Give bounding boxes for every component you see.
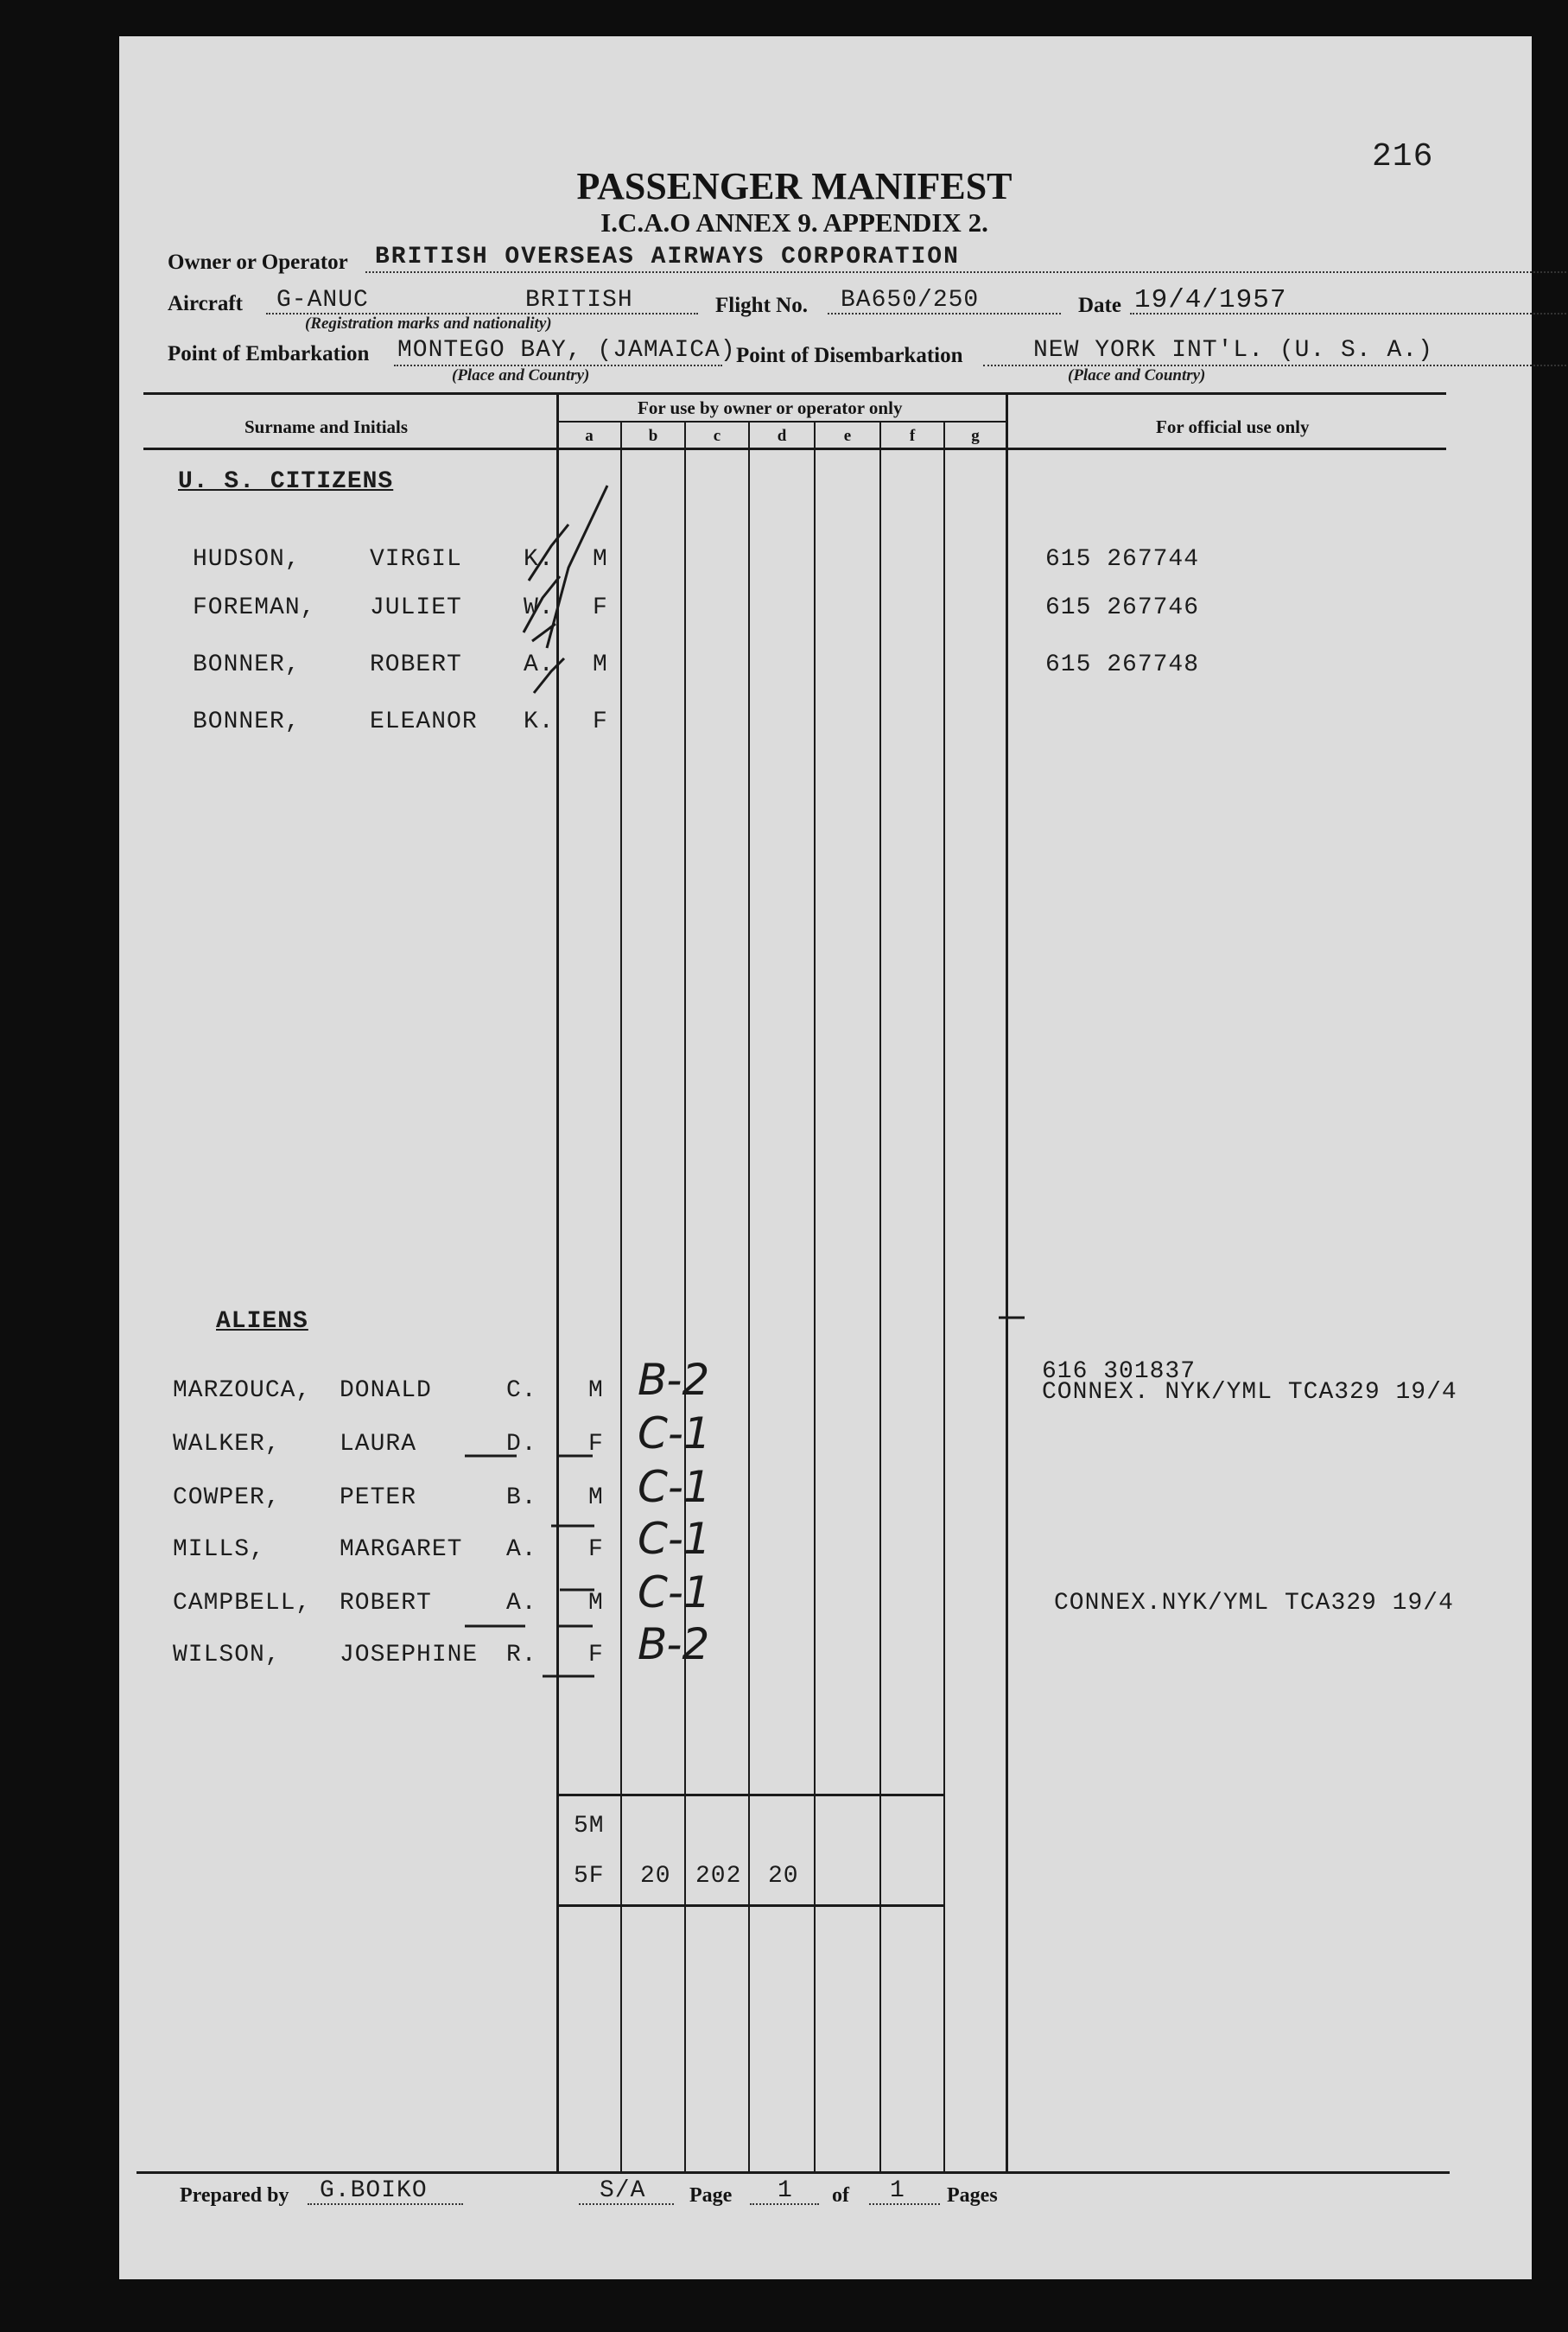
passenger-surname: MARZOUCA, <box>173 1377 312 1404</box>
handwritten-visa-class: B-2 <box>638 1619 710 1669</box>
passenger-first-name: JOSEPHINE <box>340 1642 479 1668</box>
official-col-header: For official use only <box>1156 416 1310 437</box>
document-title: PASSENGER MANIFEST <box>576 165 1013 207</box>
check-mark <box>529 524 568 581</box>
sub-col-header-d: d <box>777 427 787 445</box>
passenger-initial: A. <box>506 1536 537 1563</box>
pages-label: Pages <box>947 2184 998 2207</box>
passenger-sex: F <box>588 1642 604 1668</box>
date-value: 19/4/1957 <box>1134 285 1287 315</box>
date-label: Date <box>1078 294 1121 317</box>
passenger-first-name: DONALD <box>340 1377 432 1404</box>
passenger-official-note: CONNEX. NYK/YML TCA329 19/4 <box>1042 1379 1457 1406</box>
passenger-surname: COWPER, <box>173 1484 281 1511</box>
manifest-sheet <box>119 36 1532 2279</box>
prepared-label: Prepared by <box>180 2184 289 2207</box>
of-line <box>869 2203 940 2205</box>
passenger-initial: K. <box>524 708 555 735</box>
total-col-d: 20 <box>768 1863 799 1890</box>
sub-col-header-f: f <box>909 427 916 445</box>
page-number: 216 <box>1372 138 1434 175</box>
passenger-first-name: ROBERT <box>370 651 462 678</box>
handwritten-visa-class: C-1 <box>638 1514 711 1564</box>
passenger-official-number: 615 267748 <box>1045 651 1200 678</box>
us-citizens-heading: U. S. CITIZENS <box>178 468 394 495</box>
passenger-sex: F <box>588 1536 604 1563</box>
check-mark <box>534 658 564 693</box>
passenger-official-number: 616 301837 <box>1042 1358 1197 1385</box>
footer-rule <box>136 2171 1450 2174</box>
flight-label: Flight No. <box>715 294 808 317</box>
passenger-surname: BONNER, <box>193 708 301 735</box>
passenger-initial: B. <box>506 1484 537 1511</box>
passenger-surname: FOREMAN, <box>193 594 316 621</box>
passenger-initial: R. <box>506 1642 537 1668</box>
document-subtitle: I.C.A.O ANNEX 9. APPENDIX 2. <box>600 207 988 238</box>
sa-line <box>579 2203 674 2205</box>
total-females: 5F <box>574 1863 605 1890</box>
disembark-value: NEW YORK INT'L. (U. S. A.) <box>1033 337 1433 364</box>
passenger-surname: WILSON, <box>173 1642 281 1668</box>
totals-bottom-rule <box>556 1904 945 1907</box>
disembark-label: Point of Disembarkation <box>736 344 963 367</box>
passenger-initial: W. <box>524 594 555 621</box>
page-value: 1 <box>778 2177 793 2204</box>
passenger-surname: WALKER, <box>173 1431 281 1458</box>
embark-value: MONTEGO BAY, (JAMAICA) <box>397 337 736 364</box>
surname-col-header: Surname and Initials <box>244 416 409 437</box>
sub-col-header-g: g <box>971 427 980 445</box>
prepared-line <box>308 2203 463 2205</box>
passenger-official-number: 615 267746 <box>1045 594 1200 621</box>
handwritten-visa-class: C-1 <box>638 1567 711 1617</box>
passenger-surname: HUDSON, <box>193 546 301 573</box>
passenger-first-name: VIRGIL <box>370 546 462 573</box>
handwritten-visa-class: C-1 <box>638 1462 711 1512</box>
handwritten-visa-class: C-1 <box>638 1408 711 1458</box>
of-value: 1 <box>890 2177 905 2204</box>
handwritten-visa-class: B-2 <box>638 1355 710 1405</box>
passenger-first-name: ROBERT <box>340 1590 432 1617</box>
passenger-surname: MILLS, <box>173 1536 265 1563</box>
prepared-value: G.BOIKO <box>320 2177 428 2204</box>
embark-label: Point of Embarkation <box>168 342 370 365</box>
passenger-surname: BONNER, <box>193 651 301 678</box>
pen-marks <box>119 36 1532 2279</box>
aircraft-value: G-ANUC <box>276 287 369 314</box>
sa-value: S/A <box>600 2177 646 2204</box>
passenger-first-name: PETER <box>340 1484 417 1511</box>
embark-note: (Place and Country) <box>452 366 590 384</box>
of-label: of <box>832 2184 849 2207</box>
aliens-heading: ALIENS <box>216 1308 308 1335</box>
passenger-sex: M <box>593 546 608 573</box>
passenger-initial: A. <box>506 1590 537 1617</box>
flight-value: BA650/250 <box>841 287 980 314</box>
passenger-official-number: 615 267744 <box>1045 546 1200 573</box>
passenger-first-name: JULIET <box>370 594 462 621</box>
passenger-sex: M <box>593 651 608 678</box>
registration-note: (Registration marks and nationality) <box>305 315 552 333</box>
total-col-b: 20 <box>640 1863 671 1890</box>
passenger-sex: M <box>588 1484 604 1511</box>
total-col-c: 202 <box>695 1863 742 1890</box>
check-mark <box>547 486 607 648</box>
operator-group-header: For use by owner or operator only <box>638 397 903 418</box>
passenger-sex: F <box>588 1431 604 1458</box>
disembark-note: (Place and Country) <box>1068 366 1206 384</box>
passenger-initial: A. <box>524 651 555 678</box>
passenger-sex: M <box>588 1590 604 1617</box>
page-label: Page <box>689 2184 733 2207</box>
owner-label: Owner or Operator <box>168 251 348 274</box>
passenger-first-name: MARGARET <box>340 1536 463 1563</box>
totals-top-rule <box>556 1794 945 1796</box>
sub-col-header-e: e <box>843 427 852 445</box>
passenger-first-name: LAURA <box>340 1431 417 1458</box>
passenger-sex: M <box>588 1377 604 1404</box>
passenger-first-name: ELEANOR <box>370 708 478 735</box>
passenger-surname: CAMPBELL, <box>173 1590 312 1617</box>
passenger-initial: D. <box>506 1431 537 1458</box>
passenger-official-note: CONNEX.NYK/YML TCA329 19/4 <box>1054 1590 1454 1617</box>
total-males: 5M <box>574 1813 605 1840</box>
owner-value: BRITISH OVERSEAS AIRWAYS CORPORATION <box>375 244 960 270</box>
passenger-sex: F <box>593 708 608 735</box>
aircraft-label: Aircraft <box>168 292 243 315</box>
passenger-initial: K. <box>524 546 555 573</box>
nationality-value: BRITISH <box>525 287 633 314</box>
sub-col-header-a: a <box>585 427 594 445</box>
sub-col-header-c: c <box>713 427 721 445</box>
passenger-sex: F <box>593 594 608 621</box>
page-line <box>750 2203 819 2205</box>
sub-col-header-b: b <box>648 427 658 445</box>
passenger-initial: C. <box>506 1377 537 1404</box>
